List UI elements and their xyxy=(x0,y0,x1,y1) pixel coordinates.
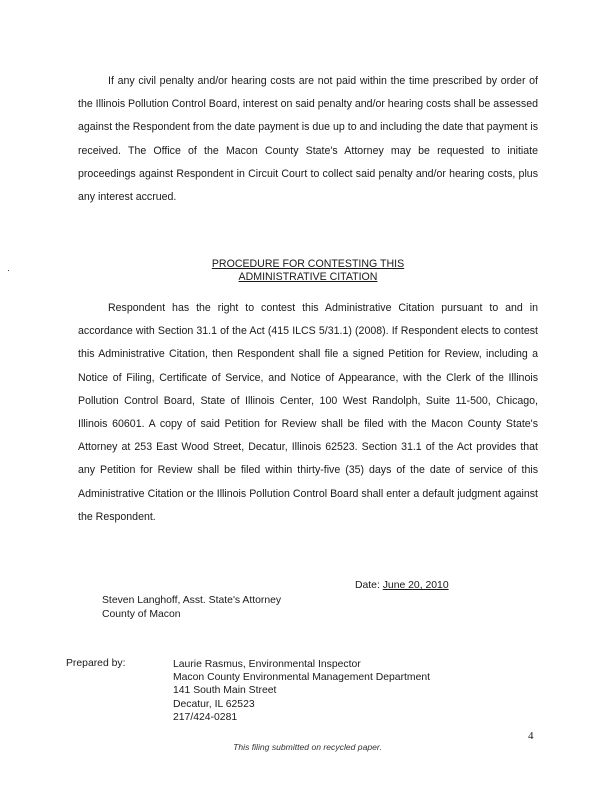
date-line xyxy=(355,580,449,591)
footer-note: This filing submitted on recycled paper. xyxy=(233,742,382,752)
signer-county: County of Macon xyxy=(102,609,181,620)
paragraph-interest-penalty xyxy=(78,70,538,209)
signature-block xyxy=(102,594,281,622)
heading-line-1: PROCEDURE FOR CONTESTING THIS xyxy=(211,258,405,270)
paragraph-1-text: If any civil penalty and/or hearing costs are not paid within the time prescribed by order of the Illinois Pollution Control Board, interest on said penalty and/or hearing costs shall be assessed against the Respondent from the date payment is due up to and including the date that payment is received. The Office of the Macon County State's Attorney may be requested to initiate proceedings against Respondent in Circuit Court to collect said penalty and/or hearing costs, plus any interest accrued. xyxy=(78,75,538,204)
section-heading xyxy=(78,258,538,284)
preparer-city: Decatur, IL 62523 xyxy=(173,698,255,710)
preparer-street: 141 South Main Street xyxy=(173,685,277,697)
preparer-name: Laurie Rasmus, Environmental Inspector xyxy=(173,659,361,670)
heading-line-2: ADMINISTRATIVE CITATION xyxy=(238,271,378,283)
date-value: June 20, 2010 xyxy=(382,580,449,591)
date-label: Date: xyxy=(355,580,380,591)
paragraph-2-text: Respondent has the right to contest this Administrative Citation pursuant to and in accordance with Section 31.1 of the Act (415 ILCS 5/31.1) (2008). If Respondent elects to contest this Administrative Citation, then Respondent shall file a signed Petition for Review, including a Notice of Filing, Certificate of Service, and Notice of Appearance, with the Clerk of the Illinois Pollution Control Board, State of Illinois Center, 100 West Randolph, Suite 11-500, Chicago, Illinois 60601. A copy of said Petition for Review shall be filed with the Macon County State's Attorney at 253 East Wood Street, Decatur, Illinois 62523. Section 31.1 of the Act provides that any Petition for Review shall be filed within thirty-five (35) days of the date of service of this Administrative Citation or the Illinois Pollution Control Board shall enter a default judgment against the Respondent. xyxy=(78,302,538,523)
signer-name: Steven Langhoff, Asst. State's Attorney xyxy=(102,595,282,606)
paragraph-contest-procedure xyxy=(78,297,538,529)
preparer-org: Macon County Environmental Management Department xyxy=(173,672,431,684)
preparer-block xyxy=(173,658,430,724)
preparer-phone: 217/424-0281 xyxy=(173,711,238,723)
margin-mark xyxy=(8,270,9,271)
page-number: 4 xyxy=(528,730,534,742)
prepared-by-label: Prepared by: xyxy=(66,658,126,669)
